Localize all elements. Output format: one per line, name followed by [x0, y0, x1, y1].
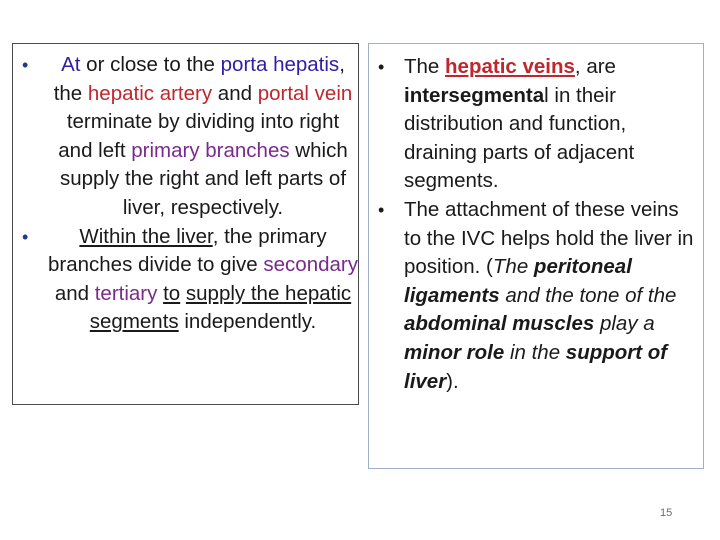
- page-number: 15: [660, 507, 673, 519]
- text-peritoneal-ligaments: peritoneal ligaments: [404, 255, 632, 307]
- text-run: , are: [574, 55, 616, 78]
- text-run: or close to the: [80, 53, 221, 76]
- left-bullet-item-1: [22, 51, 358, 223]
- text-run: play a: [594, 312, 655, 336]
- text-portal-vein: portal vein: [257, 81, 353, 105]
- text-run: terminate by dividing into right and left: [58, 110, 340, 162]
- text-secondary: secondary: [263, 253, 358, 277]
- right-bullet-item-1: [378, 53, 700, 196]
- text-run: in the: [504, 340, 566, 364]
- bullet-icon: •: [378, 57, 385, 77]
- text-run: , the primary branches divide to give: [48, 224, 327, 277]
- text-at: At: [61, 53, 81, 76]
- text-run: The attachment of these veins to the IVC helps hold the liver in position. (: [404, 197, 694, 279]
- text-primary-branches: primary branches: [131, 138, 290, 162]
- text-tertiary: tertiary: [94, 281, 158, 305]
- text-support-of-liver: support of liver: [404, 340, 668, 393]
- text-run: which supply the right and left parts of liver, respectively.: [59, 138, 348, 219]
- text-run: The: [404, 55, 446, 78]
- left-bullet-item-2: [22, 223, 358, 337]
- text-within-the-liver: Within the liver: [79, 224, 213, 248]
- right-text-box: [368, 43, 704, 469]
- text-porta-hepatis: porta hepatis: [220, 53, 340, 76]
- text-run: , the: [53, 53, 345, 105]
- text-to: to: [163, 281, 181, 305]
- bullet-icon: •: [22, 226, 29, 247]
- text-run: independently.: [178, 310, 317, 334]
- text-hepatic-artery: hepatic artery: [87, 81, 213, 105]
- text-run: and: [54, 281, 95, 305]
- bullet-icon: •: [22, 55, 29, 75]
- text-run: and: [212, 81, 258, 105]
- text-hepatic-veins: hepatic veins: [445, 55, 575, 78]
- bullet-icon: •: [378, 199, 385, 220]
- text-run: ).: [446, 369, 459, 393]
- text-supply-hepatic-segments: supply the hepatic segments: [89, 281, 352, 334]
- text-run: The: [492, 255, 534, 279]
- left-bullet-list: [22, 51, 358, 337]
- text-intersegmental: intersegmenta: [404, 83, 545, 107]
- left-text-box: [12, 43, 359, 405]
- text-minor-role: minor role: [404, 340, 505, 364]
- right-bullet-list: [378, 53, 700, 396]
- text-run: and the tone of the: [499, 283, 677, 307]
- text-run: l in their distribution and function, draining parts of adjacent segments.: [404, 83, 635, 193]
- text-abdominal-muscles: abdominal muscles: [404, 312, 595, 336]
- right-bullet-item-2: [378, 196, 700, 396]
